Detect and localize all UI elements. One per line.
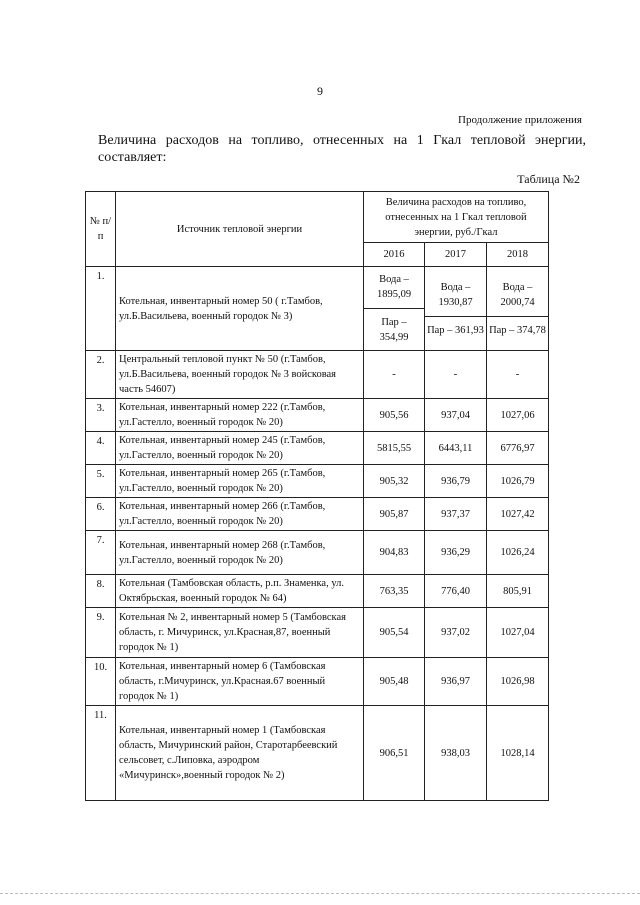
row-value-2017: 936,79 bbox=[425, 465, 487, 498]
header-year-2017: 2017 bbox=[425, 243, 487, 267]
table-row bbox=[86, 351, 549, 399]
table-row bbox=[86, 706, 549, 801]
row-number: 5. bbox=[86, 465, 116, 498]
row-value-2018: 1026,24 bbox=[487, 531, 549, 575]
row-value-2018: 1027,04 bbox=[487, 608, 549, 658]
steam-value: Пар – 354,99 bbox=[379, 317, 409, 343]
row-value-2018: 1028,14 bbox=[487, 706, 549, 801]
row-source: Центральный тепловой пункт № 50 (г.Тамбов, ул.Б.Васильева, военный городок № 3 войсковая часть 54607) bbox=[116, 351, 364, 399]
row-value-2018: 1027,42 bbox=[487, 498, 549, 531]
row-source: Котельная (Тамбовская область, р.п. Знаменка, ул. Октябрьская, военный городок № 64) bbox=[116, 575, 364, 608]
row-value-2017: 938,03 bbox=[425, 706, 487, 801]
header-source: Источник тепловой энергии bbox=[116, 192, 364, 267]
row-number: 1. bbox=[86, 267, 116, 351]
row-number: 3. bbox=[86, 399, 116, 432]
row-number: 6. bbox=[86, 498, 116, 531]
row-value-2016: 905,87 bbox=[364, 498, 425, 531]
row-value-2017: 936,29 bbox=[425, 531, 487, 575]
row-value-2016: - bbox=[364, 351, 425, 399]
row-source: Котельная, инвентарный номер 1 (Тамбовская область, Мичуринский район, Старотарбеевский сельсовет, с.Липовка, аэродром «Мичуринск»,военный городок № 2) bbox=[116, 706, 364, 801]
steam-value: Пар – 361,93 bbox=[427, 324, 484, 336]
row-number: 11. bbox=[86, 706, 116, 801]
table-row bbox=[86, 498, 549, 531]
water-value: Вода – 1930,87 bbox=[425, 276, 486, 317]
row-source: Котельная, инвентарный номер 50 ( г.Тамбов, ул.Б.Васильева, военный городок № 3) bbox=[116, 267, 364, 351]
table-row bbox=[86, 658, 549, 706]
row-value-2018: 6776,97 bbox=[487, 432, 549, 465]
row-value-2018 bbox=[487, 267, 549, 351]
intro-paragraph: Величина расходов на топливо, отнесенных на 1 Гкал тепловой энергии, составляет: bbox=[98, 133, 586, 165]
row-value-2016 bbox=[364, 267, 425, 351]
table-row bbox=[86, 531, 549, 575]
table-row bbox=[86, 465, 549, 498]
row-source: Котельная, инвентарный номер 245 (г.Тамбов, ул.Гастелло, военный городок № 20) bbox=[116, 432, 364, 465]
row-source: Котельная, инвентарный номер 265 (г.Тамбов, ул.Гастелло, военный городок № 20) bbox=[116, 465, 364, 498]
row-number: 10. bbox=[86, 658, 116, 706]
header-num: № п/п bbox=[86, 192, 116, 267]
row-value-2016: 763,35 bbox=[364, 575, 425, 608]
header-year-2016: 2016 bbox=[364, 243, 425, 267]
row-number: 7. bbox=[86, 531, 116, 575]
row-value-2016: 904,83 bbox=[364, 531, 425, 575]
page-number: 9 bbox=[317, 84, 323, 98]
fuel-cost-table bbox=[85, 191, 549, 801]
row-value-2017 bbox=[425, 267, 487, 351]
row-value-2018: - bbox=[487, 351, 549, 399]
table-row bbox=[86, 608, 549, 658]
row-number: 9. bbox=[86, 608, 116, 658]
row-value-2017: - bbox=[425, 351, 487, 399]
row-source: Котельная № 2, инвентарный номер 5 (Тамбовская область, г. Мичуринск, ул.Красная,87, военный городок № 1) bbox=[116, 608, 364, 658]
row-value-2017: 776,40 bbox=[425, 575, 487, 608]
table-row bbox=[86, 575, 549, 608]
row-value-2018: 1026,98 bbox=[487, 658, 549, 706]
row-value-2016: 5815,55 bbox=[364, 432, 425, 465]
row-source: Котельная, инвентарный номер 268 (г.Тамбов, ул.Гастелло, военный городок № 20) bbox=[116, 531, 364, 575]
row-value-2017: 937,37 bbox=[425, 498, 487, 531]
row-value-2017: 6443,11 bbox=[425, 432, 487, 465]
row-value-2016: 905,48 bbox=[364, 658, 425, 706]
row-value-2016: 906,51 bbox=[364, 706, 425, 801]
row-value-2017: 937,04 bbox=[425, 399, 487, 432]
row-source: Котельная, инвентарный номер 222 (г.Тамбов, ул.Гастелло, военный городок № 20) bbox=[116, 399, 364, 432]
row-number: 8. bbox=[86, 575, 116, 608]
row-value-2018: 805,91 bbox=[487, 575, 549, 608]
water-value: Вода – 2000,74 bbox=[487, 276, 548, 317]
row-value-2018: 1026,79 bbox=[487, 465, 549, 498]
row-value-2017: 937,02 bbox=[425, 608, 487, 658]
row-value-2016: 905,54 bbox=[364, 608, 425, 658]
header-year-2018: 2018 bbox=[487, 243, 549, 267]
appendix-note: Продолжение приложения bbox=[458, 114, 582, 126]
table-label: Таблица №2 bbox=[517, 172, 580, 186]
bottom-divider bbox=[0, 893, 640, 894]
row-source: Котельная, инвентарный номер 266 (г.Тамбов, ул.Гастелло, военный городок № 20) bbox=[116, 498, 364, 531]
row-number: 4. bbox=[86, 432, 116, 465]
water-value: Вода – 1895,09 bbox=[364, 268, 424, 309]
row-value-2017: 936,97 bbox=[425, 658, 487, 706]
table-row bbox=[86, 267, 549, 351]
row-value-2016: 905,32 bbox=[364, 465, 425, 498]
row-number: 2. bbox=[86, 351, 116, 399]
row-source: Котельная, инвентарный номер 6 (Тамбовская область, г.Мичуринск, ул.Красная.67 военный городок № 1) bbox=[116, 658, 364, 706]
table-row bbox=[86, 399, 549, 432]
row-value-2018: 1027,06 bbox=[487, 399, 549, 432]
table-row bbox=[86, 432, 549, 465]
row-value-2016: 905,56 bbox=[364, 399, 425, 432]
steam-value: Пар – 374,78 bbox=[489, 324, 546, 336]
header-value-group: Величина расходов на топливо, отнесенных на 1 Гкал тепловой энергии, руб./Гкал bbox=[364, 192, 549, 243]
